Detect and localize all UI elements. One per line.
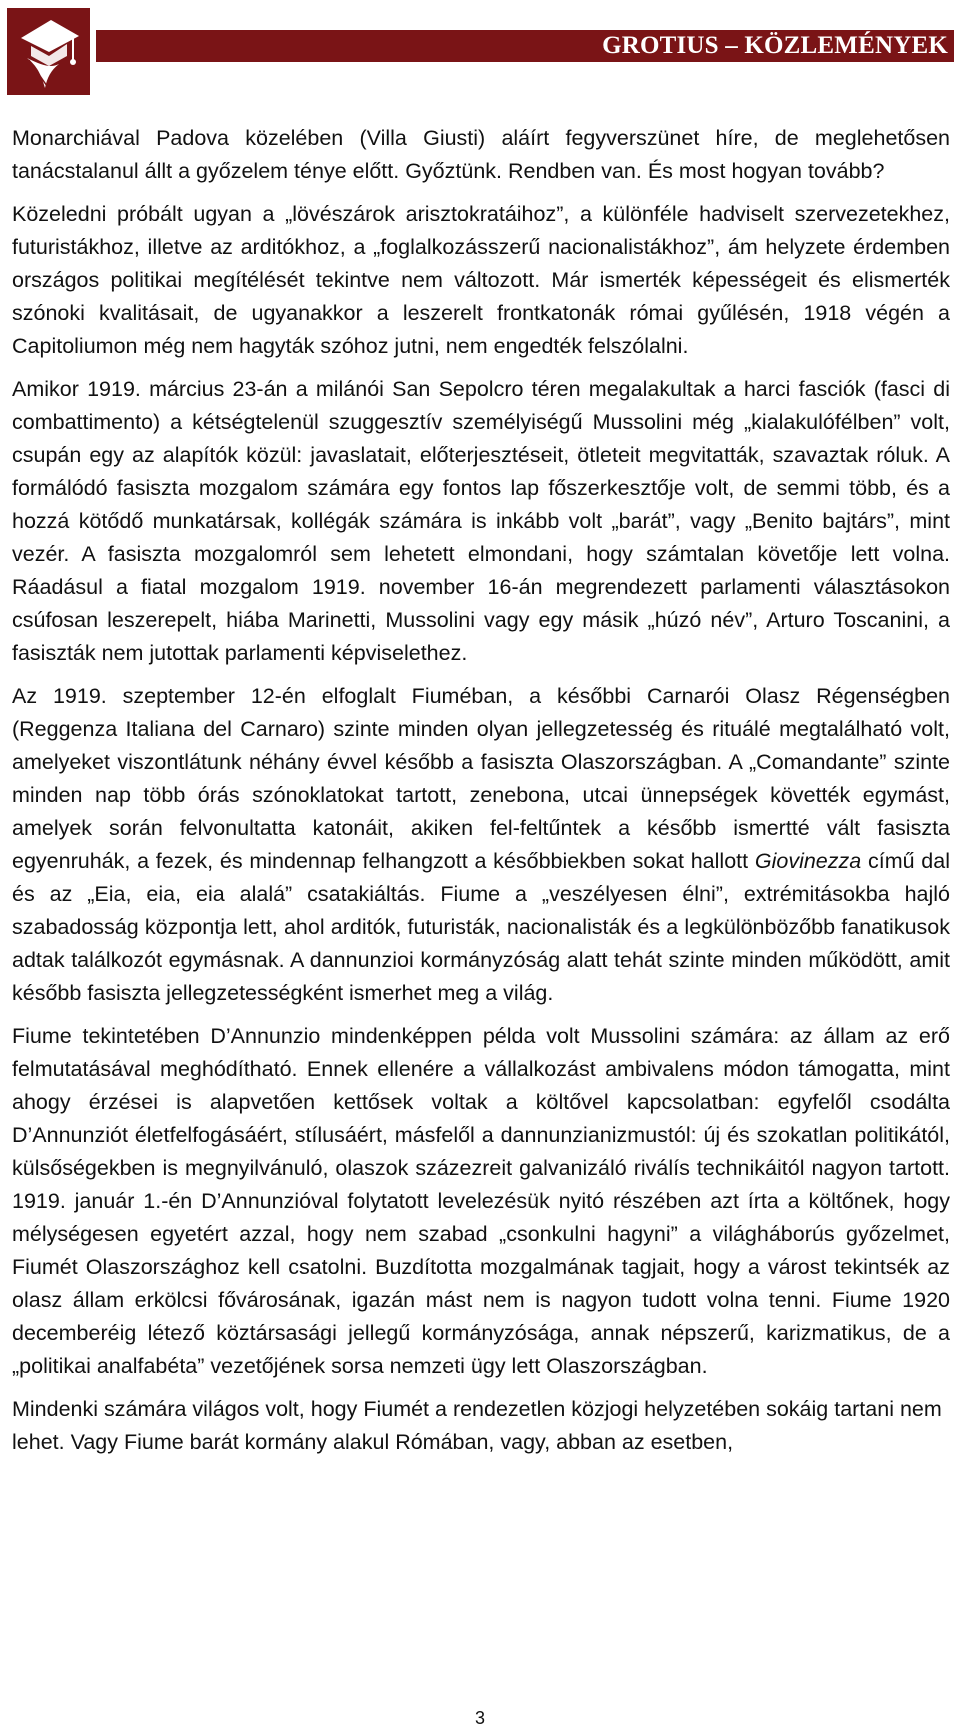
paragraph: Közeledni próbált ugyan a „lövészárok arisztokratáihoz”, a különféle hadviselt szervezetekhez, futuristákhoz, illetve az arditókhoz, a „foglalkozásszerű nacionalistákhoz”, ám helyzete érdemben országos politikai megítélését tekintve nem változott. Már ismerték képességeit és elismerték szónoki kvalitásait, de ugyanakkor a leszerelt frontkatonák római gyűlésén, 1918 végén a Capitoliumon még nem hagyták szóhoz jutni, nem engedték felszólalni. <box>12 202 950 358</box>
page-number: 3 <box>474 1708 485 1728</box>
song-title: Giovinezza <box>754 849 862 873</box>
grotius-logo-icon <box>7 8 90 95</box>
journal-title: GROTIUS – KÖZLEMÉNYEK <box>602 32 948 59</box>
header-banner <box>96 30 954 62</box>
page-header <box>0 0 960 98</box>
text-run: című dal és az „Eia, eia, eia alalá” csatakiáltás. Fiume a „veszélyesen élni”, extrémitásokba hajló szabadosság központja lett, ahol arditók, futuristák, nacionalisták és a legkülönbözőbb fanatikusok adtak találkozót egymásnak. A dannunzioi kormányzóság alatt tehát szinte minden működött, amit később fasiszta jellegzetességként ismerhet meg a világ. <box>12 849 951 1005</box>
text-run: Az 1919. szeptember 12-én elfoglalt Fiuméban, a későbbi Carnarói Olasz Régenségben (Reggenza Italiana del Carnaro) szinte minden olyan jellegzetesség és rituálé megtalálható volt, amelyeket viszontlátunk néhány évvel később a fasiszta Olaszországban. A „Comandante” szinte minden nap több órás szónoklatokat tartott, zenebona, utcai ünnepségek követték egymást, amelyek során felvonultatta katonáit, akiken fel-feltűntek a később ismertté vált fasiszta egyenruhák, a fezek, és mindennap felhangzott a későbbiekben sokat hallott <box>12 684 950 873</box>
paragraph: Monarchiával Padova közelében (Villa Giusti) aláírt fegyverszünet híre, de meglehetősen tanácstalanul állt a győzelem ténye előtt. Győztünk. Rendben van. És most hogyan tovább? <box>12 126 950 183</box>
paragraph: Amikor 1919. március 23-án a milánói San Sepolcro téren megalakultak a harci fasciók (fasci di combattimento) a kétségtelenül szuggesztív személyiségű Mussolini még „kialakulófélben” volt, csupán egy az alapítók közül: javaslatait, előterjesztéseit, ötleteit megvitatták, szavaztak róluk. A formálódó fasiszta mozgalom számára egy fontos lap főszerkesztője volt, de semmi több, és a hozzá kötődő munkatársak, kollégák számára is inkább volt „barát”, vagy „Benito bajtárs”, mint vezér. A fasiszta mozgalomról sem lehetett elmondani, hogy számtalan követője lett volna. Ráadásul a fiatal mozgalom 1919. november 16-án megrendezett parlamenti választásokon csúfosan leszerepelt, hiába Marinetti, Mussolini vagy egy másik „húzó név”, Arturo Toscanini, a fasiszták nem jutottak parlamenti képviselethez. <box>12 377 950 665</box>
paragraph: Fiume tekintetében D’Annunzio mindenképpen példa volt Mussolini számára: az állam az erő felmutatásával meghódítható. Ennek ellenére a vállalkozást ambivalens módon támogatta, mint ahogy érzései is alapvetően kettősek voltak a költővel kapcsolatban: egyfelől csodálta D’Annunziót életfelfogásáért, stílusáért, másfelől a dannunzianizmustól: új és szokatlan politikától, külsőségekben is megnyilvánuló, olaszok százezreit galvanizáló riválís technikáitól nagyon tartott. 1919. január 1.-én D’Annunzióval folytatott levelezésük nyitó részében azt írta a költőnek, hogy mélységesen egyetért azzal, hogy nem szabad „csonkulni hagyni” a világháborús győzelmet, Fiumét Olaszországhoz kell csatolni. Buzdította mozgalmának tagjait, hogy a várost tekintsék az olasz állam erkölcsi fővárosának, igazán mást nem is nagyon tudott volna tenni. Fiume 1920 decemberéig létező köztársasági jellegű kormányzósága, annak népszerű, karizmatikus, de a „politikai analfabéta” vezetőjének sorsa nemzeti ügy lett Olaszországban. <box>12 1024 950 1378</box>
article-body <box>12 122 950 1469</box>
paragraph: Mindenki számára világos volt, hogy Fiumét a rendezetlen közjogi helyzetében sokáig tartani nem lehet. Vagy Fiume barát kormány alakul Rómában, vagy, abban az esetben, <box>12 1397 942 1454</box>
paragraph <box>12 680 950 1010</box>
